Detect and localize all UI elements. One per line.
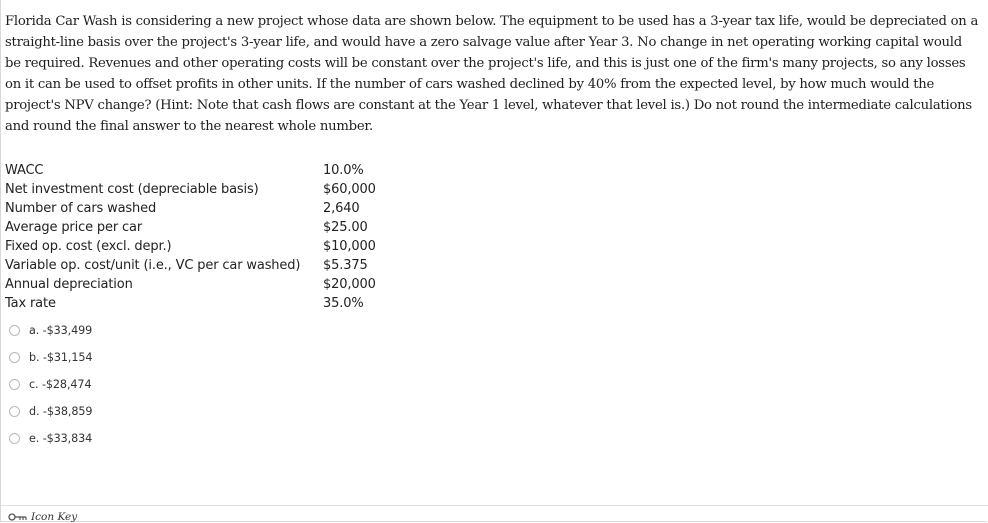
table-row (5, 180, 405, 199)
row-value: $5.375 (323, 258, 368, 273)
row-value: $10,000 (323, 239, 376, 254)
option-label: a. -$33,499 (29, 324, 93, 337)
question-text: Florida Car Wash is considering a new project whose data are shown below. The equipment to be used has a 3-year tax life, would be depreciated on a straight-line basis over the project's 3-year life, and would have a zero salvage value after Year 3. No change in net operating working capital would be required. Revenues and other operating costs will be constant over the project's life, and this is just one of the firm's many projects, so any losses on it can be used to offset profits in other units. If the number of cars washed declined by 40% from the expected level, by how much would the project's NPV change? (Hint: Note that cash flows are constant at the Year 1 level, whatever that level is.) Do not round the intermediate calculations and round the final answer to the nearest whole number. (5, 14, 979, 134)
option-label: c. -$28,474 (29, 378, 92, 391)
row-label: Number of cars washed (5, 201, 157, 216)
row-label: Fixed op. cost (excl. depr.) (5, 239, 172, 254)
radio-button[interactable] (9, 352, 20, 363)
answer-option-e[interactable] (9, 425, 209, 452)
table-row (5, 256, 405, 275)
row-value: 2,640 (323, 201, 360, 216)
table-row (5, 275, 405, 294)
row-label: Average price per car (5, 220, 143, 235)
option-label: d. -$38,859 (29, 405, 93, 418)
row-value: $25.00 (323, 220, 368, 235)
row-label: WACC (5, 163, 44, 178)
answer-option-d[interactable] (9, 398, 209, 425)
answer-option-a[interactable] (9, 317, 209, 344)
row-label: Net investment cost (depreciable basis) (5, 182, 259, 197)
table-row (5, 237, 405, 256)
icon-key-link[interactable] (8, 511, 77, 523)
table-row (5, 199, 405, 218)
table-row (5, 161, 405, 180)
row-value: 35.0% (323, 296, 364, 311)
key-icon (8, 512, 27, 522)
option-label: e. -$33,834 (29, 432, 93, 445)
row-value: $20,000 (323, 277, 376, 292)
icon-key-label: Icon Key (31, 511, 78, 523)
row-label: Tax rate (5, 296, 56, 311)
row-label: Variable op. cost/unit (i.e., VC per car washed) (5, 258, 301, 273)
answer-option-b[interactable] (9, 344, 209, 371)
answer-option-c[interactable] (9, 371, 209, 398)
radio-button[interactable] (9, 433, 20, 444)
row-value: $60,000 (323, 182, 376, 197)
radio-button[interactable] (9, 379, 20, 390)
footer-divider (1, 505, 988, 506)
table-row (5, 294, 405, 313)
row-value: 10.0% (323, 163, 364, 178)
radio-button[interactable] (9, 325, 20, 336)
project-data-table (5, 161, 405, 313)
row-label: Annual depreciation (5, 277, 133, 292)
table-row (5, 218, 405, 237)
answer-options (9, 317, 209, 452)
option-label: b. -$31,154 (29, 351, 93, 364)
radio-button[interactable] (9, 406, 20, 417)
